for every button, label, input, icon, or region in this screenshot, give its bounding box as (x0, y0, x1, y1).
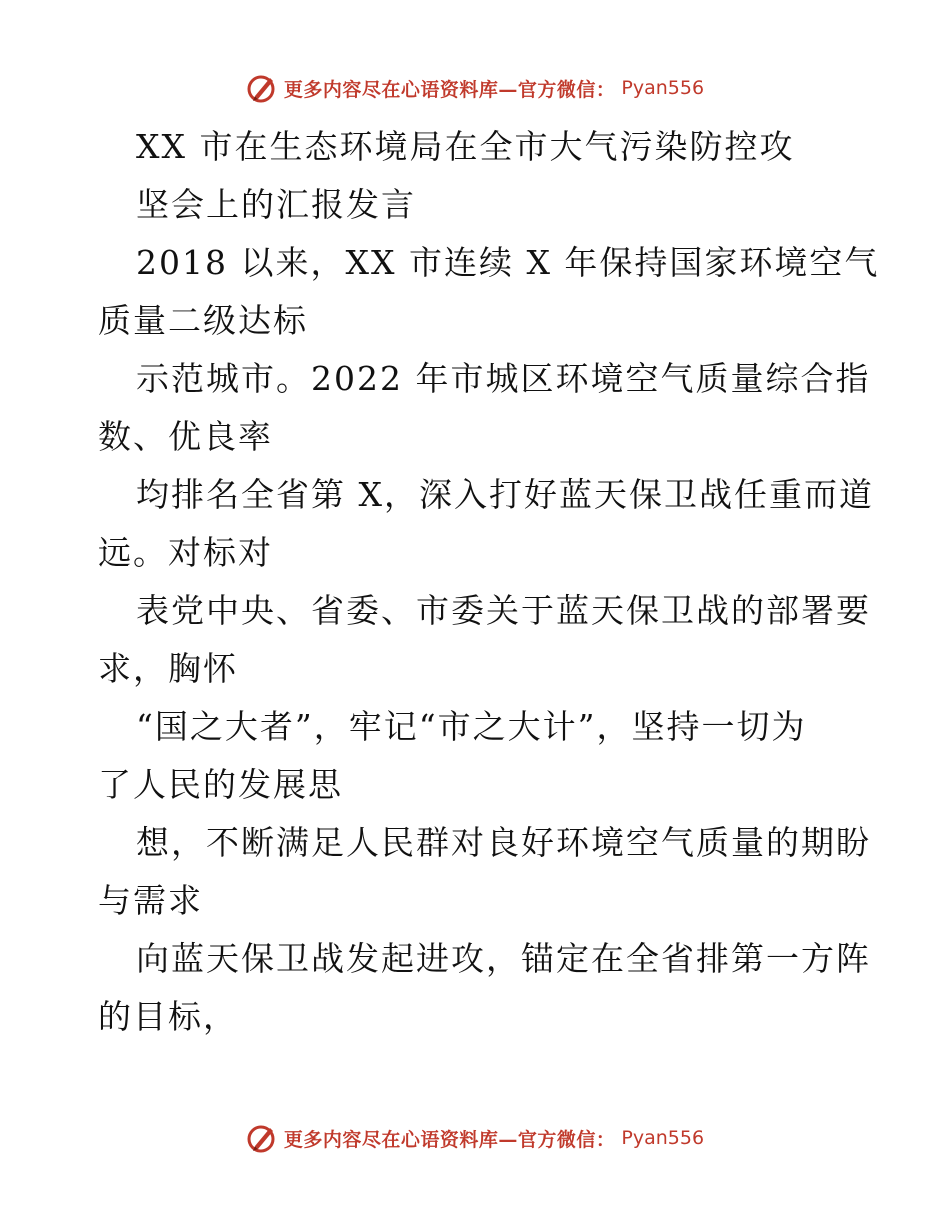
body-line: 想，不断满足人民群对良好环境空气质量的期盼 (136, 823, 871, 862)
body-line: 表党中央、省委、市委关于蓝天保卫战的部署要 (136, 591, 871, 630)
body-line: “国之大者”，牢记“市之大计”，坚持一切为 (136, 707, 807, 746)
body-line: 质量二级达标 (98, 301, 308, 340)
title-line-2: 坚会上的汇报发言 (136, 185, 416, 224)
header-banner (0, 72, 950, 104)
body-line: 2018 以来，XX 市连续 X 年保持国家环境空气 (136, 243, 880, 282)
title-line-1: XX 市在生态环境局在全市大气污染防控攻 (136, 127, 795, 166)
document-body (98, 118, 880, 1046)
body-line: 的目标， (98, 997, 238, 1036)
body-line: 示范城市。2022 年市城区环境空气质量综合指 (136, 359, 871, 398)
body-line: 数、优良率 (98, 417, 273, 456)
body-line: 与需求 (98, 881, 203, 920)
body-line: 了人民的发展思 (98, 765, 343, 804)
footer-wechat-id: Pyan556 (621, 1127, 705, 1149)
footer-banner-text: 更多内容尽在心语资料库—官方微信： (283, 1128, 616, 1151)
body-line: 远。对标对 (98, 533, 273, 572)
footer-banner (0, 1122, 950, 1154)
header-wechat-id: Pyan556 (621, 77, 705, 99)
header-banner-text: 更多内容尽在心语资料库—官方微信： (283, 78, 616, 101)
body-line: 向蓝天保卫战发起进攻，锚定在全省排第一方阵 (136, 939, 871, 978)
quill-pen-circle-icon (246, 1122, 278, 1154)
body-line: 均排名全省第 X，深入打好蓝天保卫战任重而道 (136, 475, 874, 514)
body-line: 求，胸怀 (98, 649, 238, 688)
quill-pen-circle-icon (246, 72, 278, 104)
